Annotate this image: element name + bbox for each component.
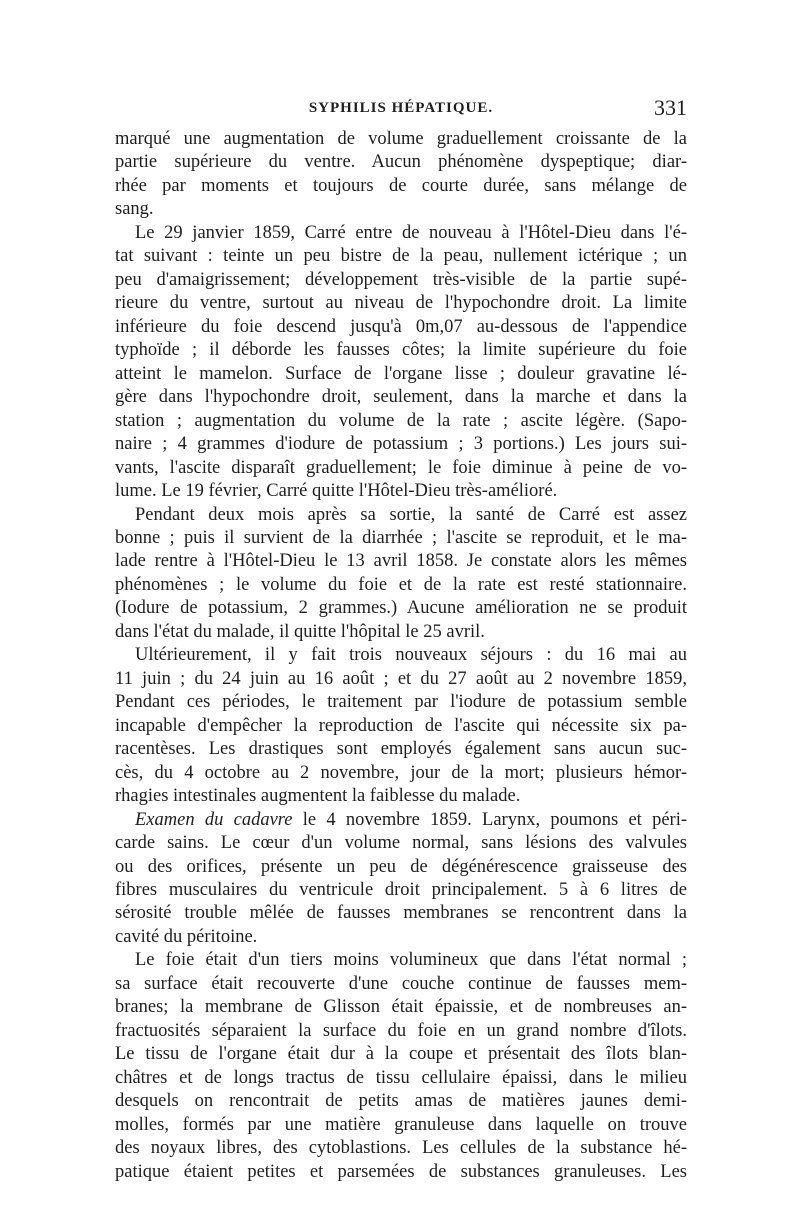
text-line: fibres musculaires du ventricule droit principalement. 5 à 6 litres de — [115, 880, 687, 900]
text-line: Le foie était d'un tiers moins volumineux que dans l'état normal ; — [135, 950, 687, 971]
text-line-rest: le 4 novembre 1859. Larynx, poumons et péri- — [292, 809, 687, 830]
text-line: partie supérieure du ventre. Aucun phénomène dyspeptique; diar- — [115, 152, 687, 173]
text-line: tat suivant : teinte un peu bistre de la peau, nullement ictérique ; un — [115, 246, 687, 267]
text-line: rhée par moments et toujours de courte durée, sans mélange de — [115, 175, 687, 196]
text-line: patique étaient petites et parsemées de substances granuleuses. Les — [115, 1161, 687, 1182]
text-line: châtres et de longs tractus de tissu cellulaire épaissi, dans le milieu — [115, 1067, 687, 1088]
text-line: station ; augmentation du volume de la rate ; ascite légère. (Sapo- — [115, 410, 687, 431]
running-title: SYPHILIS HÉPATIQUE. — [308, 100, 494, 116]
text-line: inférieure du foie descend jusqu'à 0m,07 au-dessous de l'appendice — [115, 316, 687, 337]
text-line: rhagies intestinales augmentent la faiblesse du malade. — [115, 786, 521, 807]
text-line: Le 29 janvier 1859, Carré entre de nouveau à l'Hôtel-Dieu dans l'é- — [135, 222, 687, 243]
text-line: bonne ; puis il survient de la diarrhée ; l'ascite se reproduit, et le ma- — [115, 527, 687, 548]
text-line: cavité du péritoine. — [115, 926, 258, 947]
text-line: racentèses. Les drastiques sont employés également sans aucun suc- — [115, 739, 687, 760]
text-line: sa surface était recouverte d'une couche continue de fausses mem- — [115, 973, 687, 994]
text-line: cès, du 4 octobre au 2 novembre, jour de la mort; plusieurs hémor- — [115, 762, 687, 783]
text-line: peu d'amaigrissement; développement très-visible de la partie supé- — [115, 269, 687, 290]
text-line: gère dans l'hypochondre droit, seulement, dans la marche et dans la — [115, 387, 687, 408]
text-line: 11 juin ; du 24 juin au 16 août ; et du 27 août au 2 novembre 1859, — [115, 668, 687, 689]
text-line: sérosité trouble mêlée de fausses membranes se rencontrent dans la — [115, 903, 687, 924]
text-line: rieure du ventre, surtout au niveau de l'hypochondre droit. La limite — [115, 293, 687, 314]
text-line: desquels on rencontrait de petits amas de matières jaunes demi- — [115, 1091, 687, 1112]
text-line: Pendant deux mois après sa sortie, la santé de Carré est assez — [135, 504, 687, 525]
text-line: carde sains. Le cœur d'un volume normal, sans lésions des valvules — [115, 833, 687, 854]
body-text — [115, 128, 687, 1184]
text-line: branes; la membrane de Glisson était épaissie, et de nombreuses an- — [115, 997, 687, 1018]
text-line: phénomènes ; le volume du foie et de la rate est resté stationnaire. — [115, 574, 687, 595]
text-line: sang. — [115, 199, 154, 220]
page-number: 331 — [654, 95, 687, 120]
text-line: lume. Le 19 février, Carré quitte l'Hôtel-Dieu très-amélioré. — [115, 481, 558, 502]
text-line: ou des orifices, présente un peu de dégénérescence graisseuse des — [115, 856, 687, 877]
text-line: fractuosités séparaient la surface du foie en un grand nombre d'îlots. — [115, 1020, 687, 1041]
text-line: lade rentre à l'Hôtel-Dieu le 13 avril 1858. Je constate alors les mêmes — [115, 551, 687, 572]
text-line: incapable d'empêcher la reproduction de l'ascite qui nécessite six pa- — [115, 715, 687, 736]
text-line: typhoïde ; il déborde les fausses côtes; la limite supérieure du foie — [115, 340, 687, 361]
text-line: marqué une augmentation de volume graduellement croissante de la — [115, 129, 687, 149]
text-line: Ultérieurement, il y fait trois nouveaux séjours : du 16 mai au — [135, 645, 687, 666]
text-line: atteint le mamelon. Surface de l'organe lisse ; douleur gravatine lé- — [115, 363, 687, 384]
text-line — [115, 809, 687, 832]
text-line: naire ; 4 grammes d'iodure de potassium ; 3 portions.) Les jours sui- — [115, 434, 687, 455]
text-line: Pendant ces périodes, le traitement par l'iodure de potassium semble — [115, 692, 687, 713]
text-line: vants, l'ascite disparaît graduellement; le foie diminue à peine de vo- — [115, 457, 687, 478]
running-head — [115, 96, 687, 120]
italic-heading: Examen du cadavre — [135, 809, 293, 830]
text-line: dans l'état du malade, il quitte l'hôpital le 25 avril. — [115, 621, 485, 642]
text-line: molles, formés par une matière granuleuse dans laquelle on trouve — [115, 1114, 687, 1135]
text-line: (Iodure de potassium, 2 grammes.) Aucune amélioration ne se produit — [115, 598, 687, 619]
text-line: des noyaux libres, des cytoblastions. Les cellules de la substance hé- — [115, 1138, 687, 1159]
text-line: Le tissu de l'organe était dur à la coupe et présentait des îlots blan- — [115, 1044, 687, 1065]
